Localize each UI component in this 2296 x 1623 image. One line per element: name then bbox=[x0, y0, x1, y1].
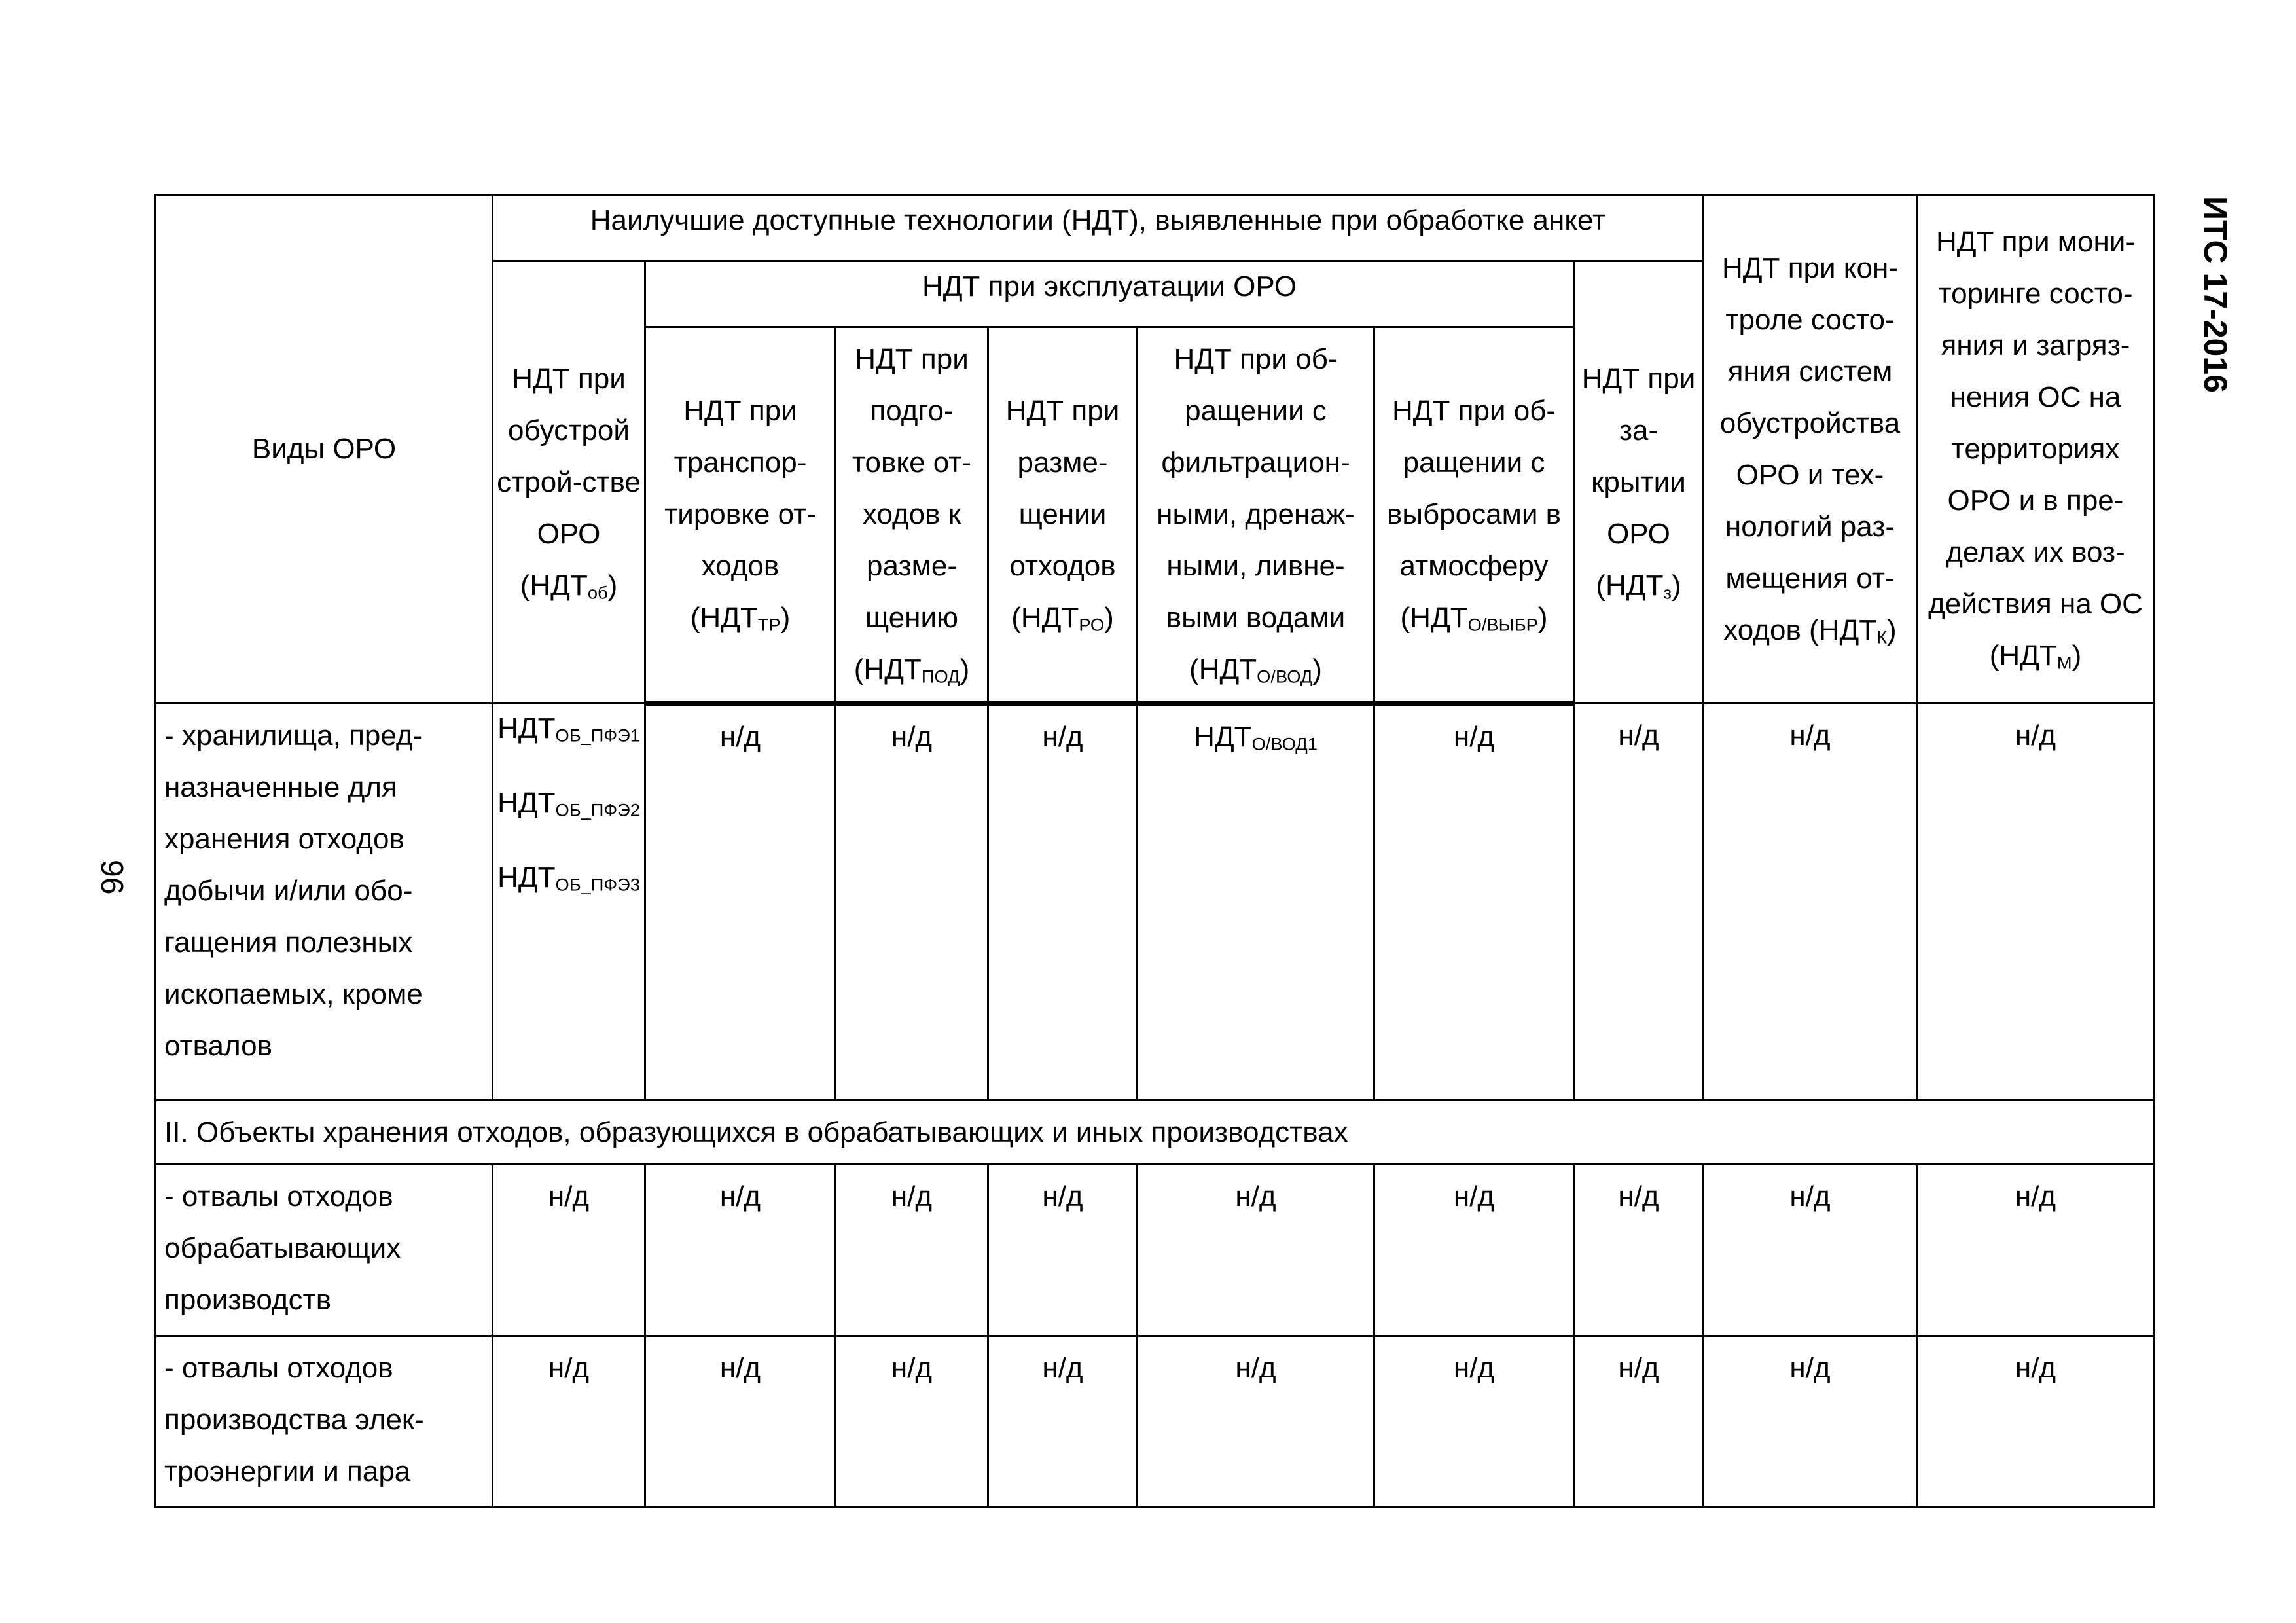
document-code: ИТС 17-2016 bbox=[2197, 196, 2234, 393]
header-group-main: Наилучшие доступные технологии (НДТ), выявленные при обработке анкет bbox=[493, 195, 1704, 261]
cell-podgotovka: н/д bbox=[836, 1336, 988, 1507]
cell-razmeshchenie: н/д bbox=[988, 703, 1138, 1100]
cell-kontrol: н/д bbox=[1704, 703, 1917, 1100]
cell-obustroystvo: н/д bbox=[493, 1164, 645, 1336]
header-vybrosy: НДТ при об-ращении с выбросами в атмосферу $(НДТ_{О/ВЫБР})$ bbox=[1374, 327, 1574, 704]
row-name: - хранилища, пред-назначенные для хранения отходов добычи и/или обо-гащения полезных ископаемых, кроме отвалов bbox=[156, 703, 493, 1100]
header-transport: НДТ при транспор-тировке от-ходов $(НДТ_{ТР})$ bbox=[645, 327, 836, 704]
section-row bbox=[156, 1100, 2155, 1164]
header-group-operation: НДТ при эксплуатации ОРО bbox=[645, 261, 1574, 327]
cell-podgotovka: н/д bbox=[836, 1164, 988, 1336]
cell-obustroystvo: н/д bbox=[493, 1336, 645, 1507]
cell-transport: н/д bbox=[645, 703, 836, 1100]
cell-transport: н/д bbox=[645, 1164, 836, 1336]
header-razmeshchenie: НДТ при разме-щении отходов $(НДТ_{РО})$ bbox=[988, 327, 1138, 704]
cell-vody: н/д bbox=[1138, 1336, 1374, 1507]
table-row bbox=[156, 703, 2155, 1100]
cell-vody: н/д bbox=[1138, 1164, 1374, 1336]
header-kontrol: НДТ при кон-троле состо-яния систем обустройства ОРО и тех-нологий раз-мещения от-ходов $(НДТ_К)$ bbox=[1704, 195, 1917, 704]
cell-kontrol: н/д bbox=[1704, 1336, 1917, 1507]
cell-vybrosy: н/д bbox=[1374, 703, 1574, 1100]
cell-zakrytie: н/д bbox=[1574, 1336, 1704, 1507]
cell-zakrytie: н/д bbox=[1574, 703, 1704, 1100]
cell-vybrosy: н/д bbox=[1374, 1336, 1574, 1507]
table-row bbox=[156, 1164, 2155, 1336]
row-name: - отвалы отходов производства элек-троэнергии и пара bbox=[156, 1336, 493, 1507]
header-monitoring: НДТ при мони-торинге состо-яния и загряз-нения ОС на территориях ОРО и в пре-делах их воз-действия на ОС $(НДТ_М)$ bbox=[1917, 195, 2155, 704]
page-number: 96 bbox=[94, 860, 129, 895]
header-row-1 bbox=[156, 195, 2155, 261]
header-zakrytie: НДТ при за-крытии ОРО $(НДТ_з)$ bbox=[1574, 261, 1704, 704]
header-kinds: Виды ОРО bbox=[156, 195, 493, 704]
cell-podgotovka: н/д bbox=[836, 703, 988, 1100]
cell-monitoring: н/д bbox=[1917, 1164, 2155, 1336]
cell-razmeshchenie: н/д bbox=[988, 1336, 1138, 1507]
cell-kontrol: н/д bbox=[1704, 1164, 1917, 1336]
header-vody: НДТ при об-ращении с фильтрацион-ными, дренаж-ными, ливне-выми водами $(НДТ_{О/ВОД})$ bbox=[1138, 327, 1374, 704]
cell-transport: н/д bbox=[645, 1336, 836, 1507]
header-obustroystvo: НДТ при обустрой строй-стве ОРО $(НДТ_{об})$ bbox=[493, 261, 645, 704]
header-podgotovka: НДТ при подго-товке от-ходов к разме-щению $(НДТ_{ПОД})$ bbox=[836, 327, 988, 704]
cell-obustroystvo: $НДТ_{ОБ\_ПФЭ1}$ $НДТ_{ОБ\_ПФЭ2}$ $НДТ_{ОБ\_ПФЭ3}$ bbox=[493, 703, 645, 1100]
ndt-table bbox=[154, 194, 2155, 1508]
cell-zakrytie: н/д bbox=[1574, 1164, 1704, 1336]
row-name: - отвалы отходов обрабатывающих производств bbox=[156, 1164, 493, 1336]
table-row bbox=[156, 1336, 2155, 1507]
cell-razmeshchenie: н/д bbox=[988, 1164, 1138, 1336]
cell-monitoring: н/д bbox=[1917, 703, 2155, 1100]
cell-vody: $НДТ_{О/ВОД1}$ bbox=[1138, 703, 1374, 1100]
cell-monitoring: н/д bbox=[1917, 1336, 2155, 1507]
section-title: II. Объекты хранения отходов, образующихся в обрабатывающих и иных производствах bbox=[156, 1100, 2155, 1164]
cell-vybrosy: н/д bbox=[1374, 1164, 1574, 1336]
